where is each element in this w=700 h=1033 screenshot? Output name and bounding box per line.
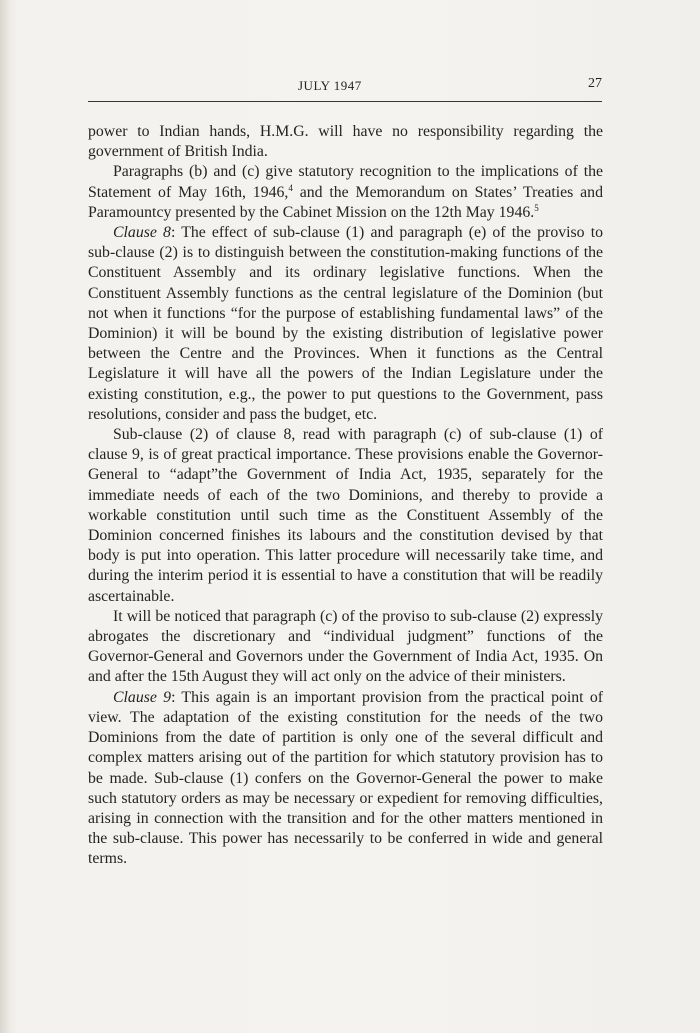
running-head: JULY 1947	[298, 78, 362, 93]
paragraph-4	[88, 425, 603, 607]
paragraph-3-text: : The effect of sub-clause (1) and paragraph (e) of the proviso to sub-clause (2) is to distinguish between the constitution-making functions of the Constituent Assembly and its ordinary legislative functions. When the Constituent Assembly functions as the central legislature of the Dominion (but not when it functions “for the purpose of establishing fundamental laws” of the Dominion) it will be bound by the existing distribution of legislative power between the Centre and the Provinces. When it functions as the Central Legislature it will have all the powers of the Indian Legislature under the existing constitution, e.g., the power to put questions to the Government, pass resolutions, consider and pass the budget, etc.	[88, 224, 603, 423]
paragraph-6	[88, 688, 603, 870]
paragraph-5	[88, 607, 603, 688]
body-text	[88, 122, 603, 870]
paragraph-2	[88, 162, 603, 223]
clause-8-heading: Clause 8	[113, 224, 171, 242]
paragraph-1-text: power to Indian hands, H.M.G. will have no responsibility regarding the government of British India.	[88, 123, 603, 161]
footnote-marker-4: 4	[288, 182, 293, 193]
clause-9-heading: Clause 9	[113, 688, 172, 706]
page-header	[88, 74, 606, 94]
paragraph-2-text-a: Paragraphs (b) and (c) give statutory recognition to the implications of the Statement of May 16th, 1946,	[88, 163, 603, 201]
footnote-marker-5: 5	[534, 202, 539, 213]
paragraph-2-text-b: and the Memorandum on States’ Treaties and Paramountcy presented by the Cabinet Mission on the 12th May 1946.	[88, 183, 603, 221]
paragraph-6-text: : This again is an important provision from the practical point of view. The adaptation of the existing constitution for the needs of the two Dominions from the date of partition is only one of the several difficult and complex matters arising out of the partition for which statutory provision has to be made. Sub-clause (1) confers on the Governor-General the power to make such statutory orders as may be necessary or expedient for removing difficulties, arising in connection with the transition and for the other matters mentioned in the sub-clause. This power has necessarily to be conferred in wide and general terms.	[88, 688, 603, 868]
paragraph-5-text: It will be noticed that paragraph (c) of the proviso to sub-clause (2) expressly abrogates the discretionary and “individual judgment” functions of the Governor-General and Governors under the Government of India Act, 1935. On and after the 15th August they will act only on the advice of their ministers.	[88, 607, 603, 686]
paragraph-4-text: Sub-clause (2) of clause 8, read with paragraph (c) of sub-clause (1) of clause 9, is of great practical importance. These provisions enable the Governor-General to “adapt”the Government of India Act, 1935, separately for the immediate needs of each of the two Dominions, and thereby to provide a workable constitution until such time as the Constituent Assembly of the Dominion concerned finishes its labours and the constitution devised by that body is put into operation. This latter procedure will necessarily take time, and during the interim period it is essential to have a constitution that will be readily ascertainable.	[88, 426, 603, 605]
page-spine-shadow	[0, 0, 10, 1033]
page-number: 27	[588, 76, 602, 91]
paragraph-1	[88, 122, 603, 162]
header-rule	[88, 101, 602, 102]
paragraph-3	[88, 223, 603, 425]
